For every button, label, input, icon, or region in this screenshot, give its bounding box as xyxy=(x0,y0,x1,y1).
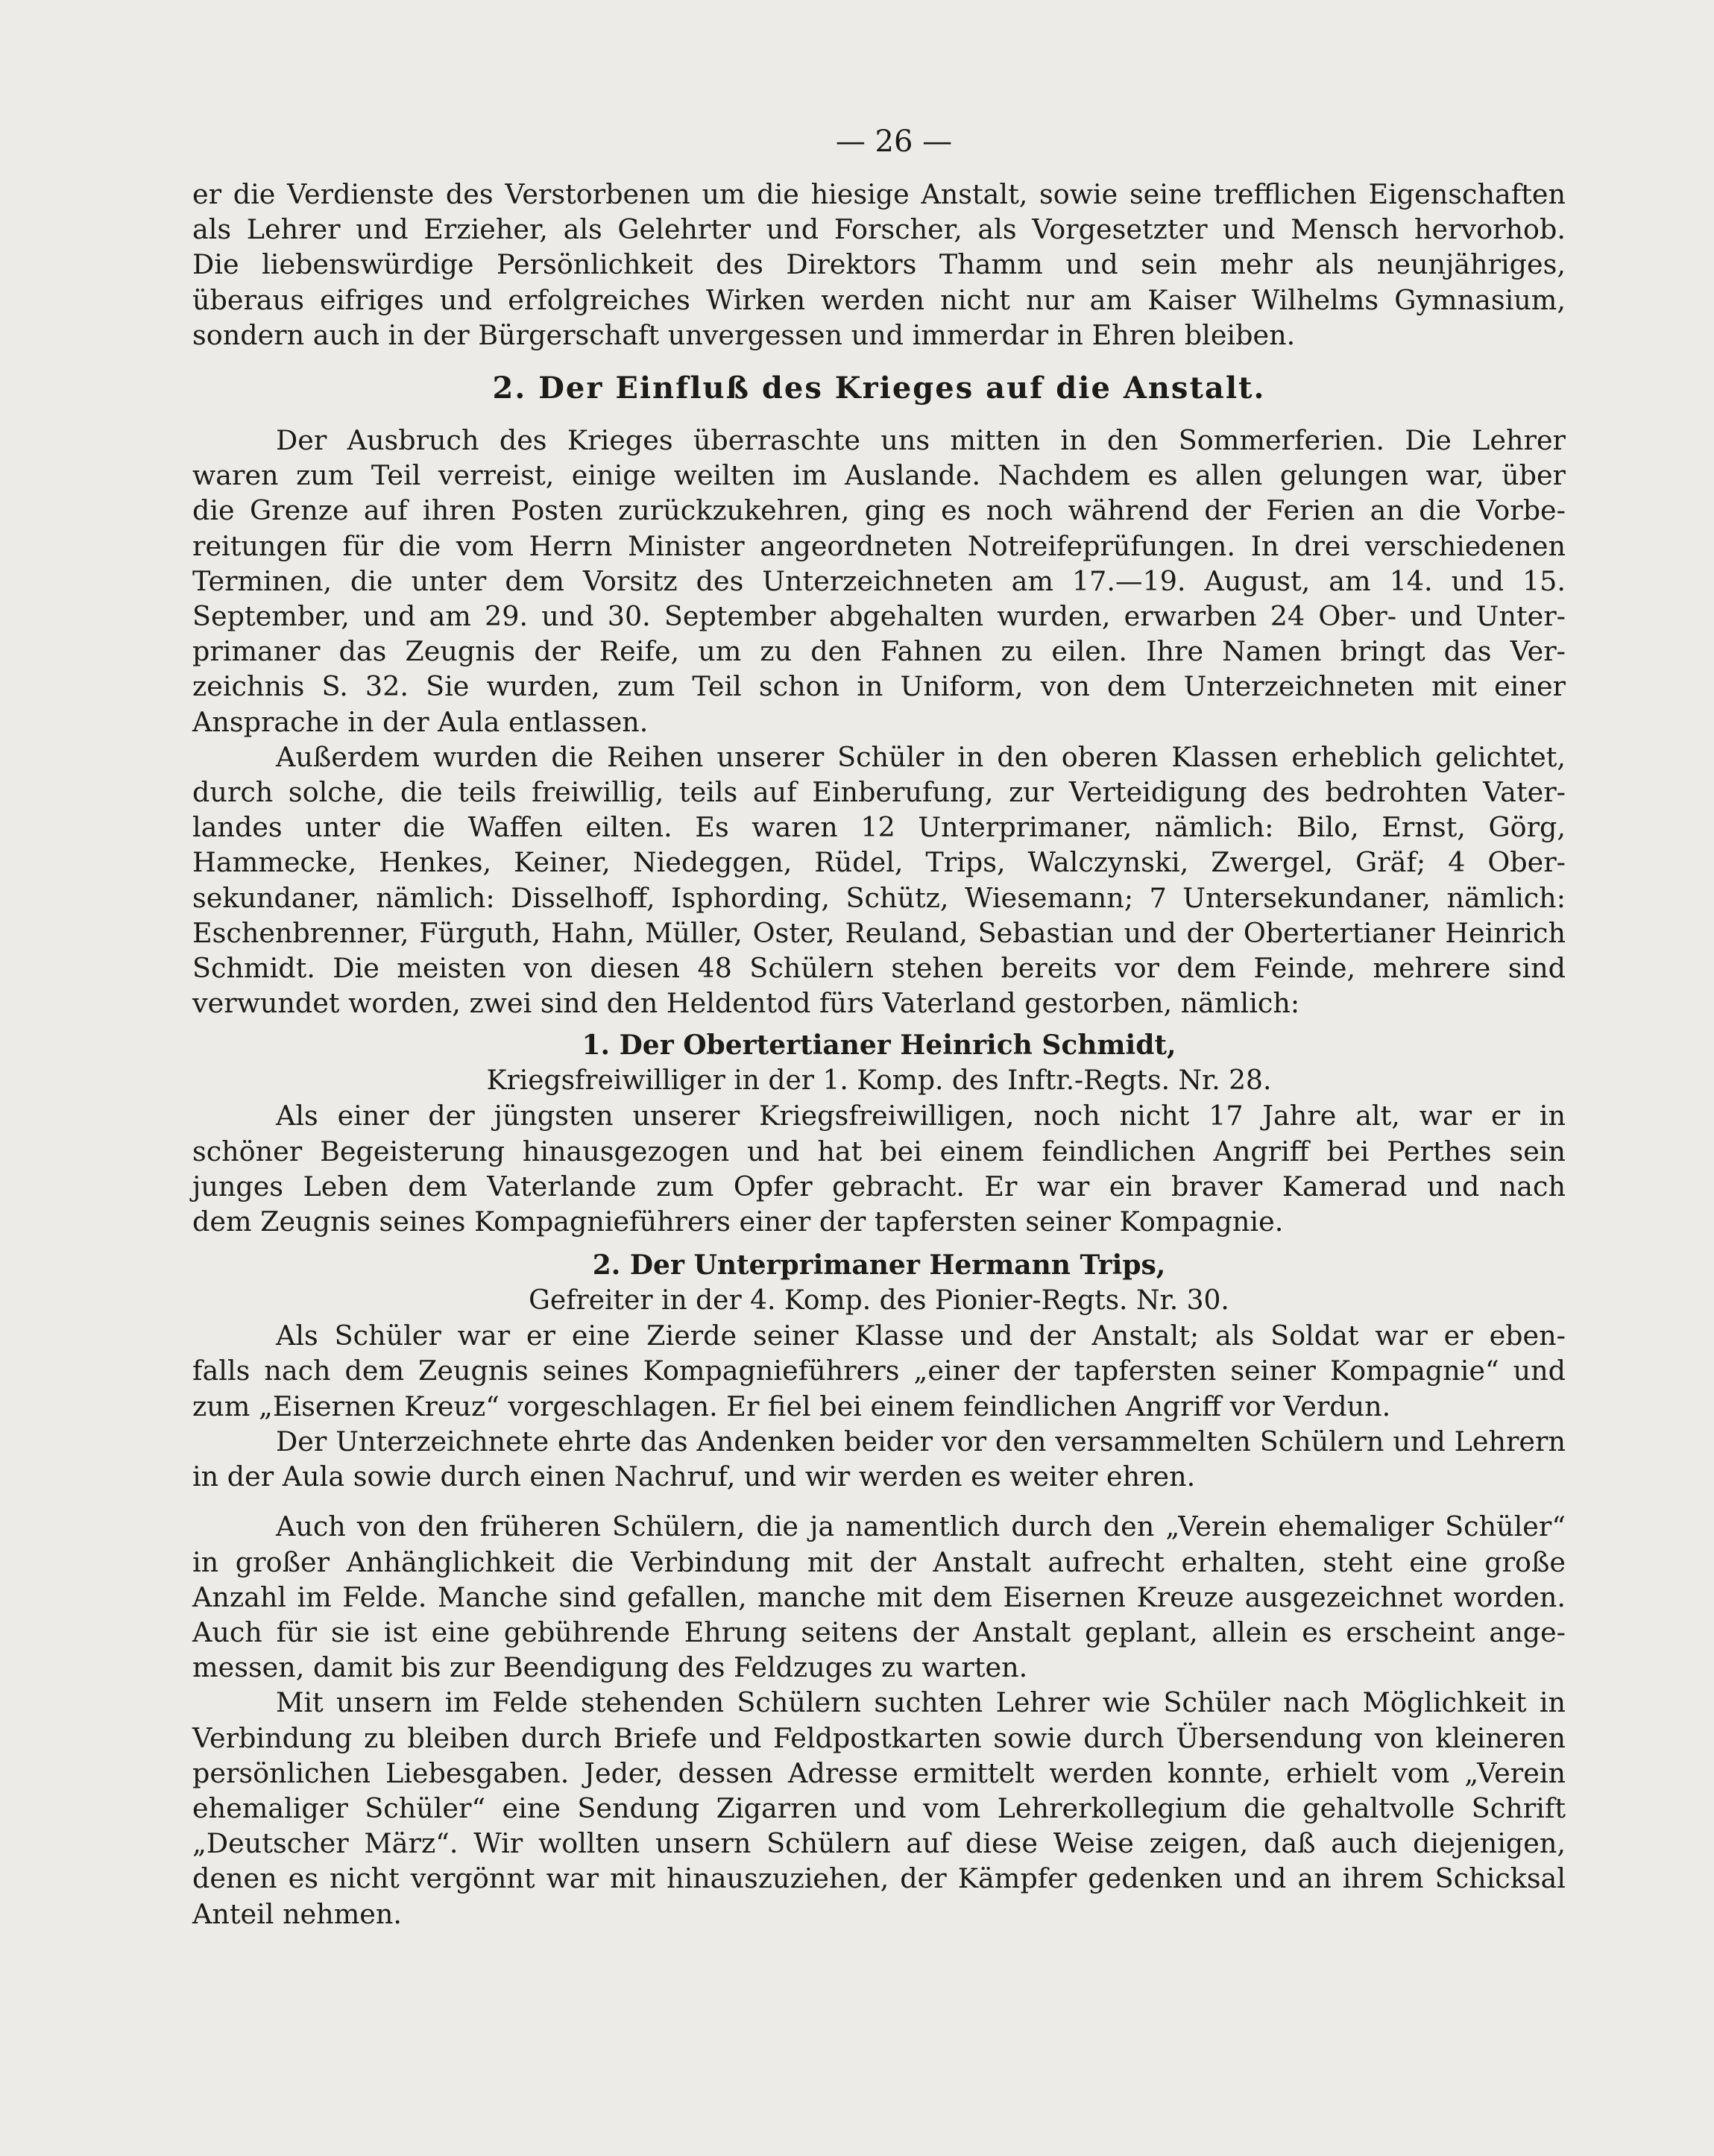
paragraph-contact xyxy=(192,1685,1566,1931)
person2-subline: Gefreiter in der 4. Komp. des Pionier-Regts. Nr. 30. xyxy=(529,1285,1229,1317)
text-line: Hammecke, Henkes, Keiner, Niedeggen, Rüdel, Trips, Walczynski, Zwergel, Gräf; 4 Ober- xyxy=(192,846,1566,879)
text-line: er die Verdienste des Verstorbenen um die hiesige Anstalt, sowie seine trefflichen Eigenschaften xyxy=(192,178,1566,210)
person2-heading: 2. Der Unterprimaner Hermann Trips, xyxy=(592,1249,1166,1282)
intro-paragraph xyxy=(192,177,1566,353)
paragraph-person2 xyxy=(192,1318,1566,1424)
text-line: Als Schüler war er eine Zierde seiner Klasse und der Anstalt; als Soldat war er eben- xyxy=(276,1320,1566,1352)
text-line: falls nach dem Zeugnis seines Kompagnieführers „einer der tapfersten seiner Kompagnie“ und xyxy=(192,1355,1566,1387)
text-line: in der Aula sowie durch einen Nachruf, und wir werden es weiter ehren. xyxy=(192,1460,1196,1493)
text-line: Auch von den früheren Schülern, die ja namentlich durch den „Verein ehemaliger Schüler“ xyxy=(276,1510,1566,1543)
text-line: sekundaner, nämlich: Disselhoff, Isphording, Schütz, Wiesemann; 7 Untersekundaner, nämlich: xyxy=(192,881,1566,914)
paragraph-person1 xyxy=(192,1098,1566,1239)
paragraph-former-students xyxy=(192,1509,1566,1685)
text-line: messen, damit bis zur Beendigung des Feldzuges zu warten. xyxy=(192,1651,1028,1684)
text-line: Ansprache in der Aula entlassen. xyxy=(192,705,649,738)
text-line: Der Ausbruch des Krieges überraschte uns mitten in den Sommerferien. Die Lehrer xyxy=(276,424,1566,457)
paragraph-war-outbreak xyxy=(192,423,1566,740)
text-line: schöner Begeisterung hinausgezogen und hat bei einem feindlichen Angriff bei Perthes sein xyxy=(192,1135,1566,1167)
text-line: Verbindung zu bleiben durch Briefe und Feldpostkarten sowie durch Übersendung von kleineren xyxy=(192,1721,1566,1754)
text-line: in großer Anhänglichkeit die Verbindung mit der Anstalt aufrecht erhalten, steht eine große xyxy=(192,1545,1566,1578)
paragraph-memorial xyxy=(192,1424,1566,1494)
text-line: durch solche, die teils freiwillig, teils auf Einberufung, zur Verteidigung des bedrohten Vater- xyxy=(192,776,1566,809)
text-line: Auch für sie ist eine gebührende Ehrung seitens der Anstalt geplant, allein es erscheint ange- xyxy=(192,1616,1566,1648)
text-line: waren zum Teil verreist, einige weilten im Auslande. Nachdem es allen gelungen war, über xyxy=(192,459,1566,492)
text-line: überaus eifriges und erfolgreiches Wirken werden nicht nur am Kaiser Wilhelms Gymnasium, xyxy=(192,283,1566,316)
document-page xyxy=(192,123,1566,2061)
text-line: Schmidt. Die meisten von diesen 48 Schülern stehen bereits vor dem Feinde, mehrere sind xyxy=(192,952,1566,985)
text-line: Außerdem wurden die Reihen unserer Schüler in den oberen Klassen erheblich gelichtet, xyxy=(276,740,1566,773)
text-line: sondern auch in der Bürgerschaft unvergessen und immerdar in Ehren bleiben. xyxy=(192,318,1296,351)
text-line: reitungen für die vom Herrn Minister angeordneten Notreifeprüfungen. In drei verschiedenen xyxy=(192,529,1566,562)
person1-subline: Kriegsfreiwilliger in der 1. Komp. des Inftr.-Regts. Nr. 28. xyxy=(486,1065,1272,1097)
text-line: als Lehrer und Erzieher, als Gelehrter und Forscher, als Vorgesetzter und Mensch hervorhob. xyxy=(192,213,1566,246)
text-line: Als einer der jüngsten unserer Kriegsfreiwilligen, noch nicht 17 Jahre alt, war er in xyxy=(276,1100,1566,1132)
text-line: denen es nicht vergönnt war mit hinauszuziehen, der Kämpfer gedenken und an ihrem Schicksal xyxy=(192,1862,1566,1895)
text-line: ehemaliger Schüler“ eine Sendung Zigarren und vom Lehrerkollegium die gehaltvolle Schrift xyxy=(192,1791,1566,1824)
person1-heading: 1. Der Obertertianer Heinrich Schmidt, xyxy=(582,1030,1176,1062)
text-line: persönlichen Liebesgaben. Jeder, dessen Adresse ermittelt werden konnte, erhielt vom „Verein xyxy=(192,1756,1566,1789)
text-line: Der Unterzeichnete ehrte das Andenken beider vor den versammelten Schülern und Lehrern xyxy=(276,1425,1566,1457)
text-line: „Deutscher März“. Wir wollten unsern Schülern auf diese Weise zeigen, daß auch diejenigen, xyxy=(192,1827,1566,1860)
text-line: Terminen, die unter dem Vorsitz des Unterzeichneten am 17.—19. August, am 14. und 15. xyxy=(192,564,1566,597)
text-line: Anteil nehmen. xyxy=(192,1897,403,1930)
text-line: Die liebenswürdige Persönlichkeit des Direktors Thamm und sein mehr als neunjähriges, xyxy=(192,248,1566,281)
text-line: September, und am 29. und 30. September abgehalten wurden, erwarben 24 Ober- und Unter- xyxy=(192,600,1566,633)
text-line: verwundet worden, zwei sind den Heldentod fürs Vaterland gestorben, nämlich: xyxy=(192,987,1300,1020)
text-line: Eschenbrenner, Fürguth, Hahn, Müller, Oster, Reuland, Sebastian und der Obertertianer Heinrich xyxy=(192,916,1566,949)
text-line: zeichnis S. 32. Sie wurden, zum Teil schon in Uniform, von dem Unterzeichneten mit einer xyxy=(192,670,1566,703)
text-line: landes unter die Waffen eilten. Es waren 12 Unterprimaner, nämlich: Bilo, Ernst, Görg, xyxy=(192,811,1566,844)
text-line: junges Leben dem Vaterlande zum Opfer gebracht. Er war ein braver Kamerad und nach xyxy=(192,1170,1566,1202)
text-line: primaner das Zeugnis der Reife, um zu den Fahnen zu eilen. Ihre Namen bringt das Ver- xyxy=(192,635,1566,668)
paragraph-volunteers xyxy=(192,740,1566,1021)
text-line: Anzahl im Felde. Manche sind gefallen, manche mit dem Eisernen Kreuze ausgezeichnet worden. xyxy=(192,1580,1566,1613)
text-line: Mit unsern im Felde stehenden Schülern suchten Lehrer wie Schüler nach Möglichkeit in xyxy=(276,1686,1566,1719)
section-heading: 2. Der Einfluß des Krieges auf die Anstalt. xyxy=(492,371,1266,406)
text-line: zum „Eisernen Kreuz“ vorgeschlagen. Er fiel bei einem feindlichen Angriff vor Verdun. xyxy=(192,1390,1391,1422)
page-number: — 26 — xyxy=(835,124,953,159)
text-line: dem Zeugnis seines Kompagnieführers einer der tapfersten seiner Kompagnie. xyxy=(192,1205,1284,1238)
text-line: die Grenze auf ihren Posten zurückzukehren, ging es noch während der Ferien an die Vorbe- xyxy=(192,494,1566,527)
